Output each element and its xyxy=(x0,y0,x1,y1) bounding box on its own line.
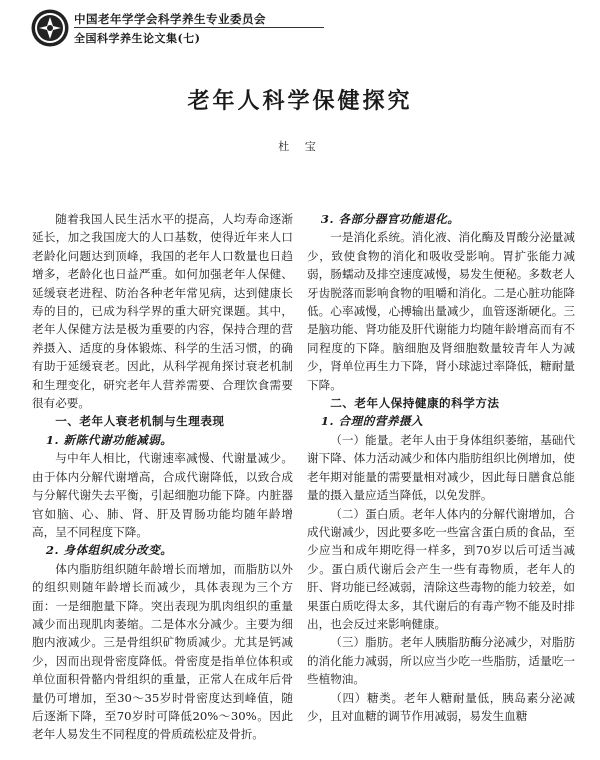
subsection-heading-3: 3. 各部分器官功能退化。 xyxy=(320,212,460,226)
section-heading-2: 二、老年人保持健康的科学方法 xyxy=(330,396,500,411)
article-title: 老年人科学保健探究 xyxy=(187,88,413,114)
subsection-paragraph-1: 与中年人相比，代谢速率减慢、代谢量减少。由于体内分解代谢增高，合成代谢降低，以致合成与分解代谢失去平衡，引起细胞功能下降。内脏器官如脑、心、肺、肾、肝及胃肠功能均随年龄增高，呈不同程度下降。 xyxy=(32,451,293,539)
subsection-paragraph-3: 一是消化系统。消化液、消化酶及胃酸分泌量减少，致使食物的消化和吸收受影响。胃扩张能力减弱，肠蠕动及排空速度减慢，易发生便秘。多数老人牙齿脱落而影响食物的咀嚼和消化。二是心脏功能降低。心率减慢，心搏输出量减少，血管逐渐硬化。三是脑功能、肾功能及肝代谢能力均随年龄增高而有不同程度的下降。脑细胞及肾细胞数量较青年人为减少，肾单位再生力下降，肾小球滤过率降低，糖耐量下降。 xyxy=(307,230,575,392)
protein-paragraph: （二）蛋白质。老年人体内的分解代谢增加，合成代谢减少，因此要多吃一些富含蛋白质的食品，至少应当和成年期吃得一样多，到70岁以后可适当减少。蛋白质代谢后会产生一些有毒物质，老年人的肝、肾功能已经减弱，清除这些毒物的能力较差，如果蛋白质吃得太多，其代谢后的有毒产物不能及时排出，也会反过来影响健康。 xyxy=(307,506,575,631)
right-column xyxy=(307,210,575,725)
running-header xyxy=(30,6,330,50)
nutrition-heading: 1. 合理的营养摄入 xyxy=(320,414,424,429)
society-emblem-icon xyxy=(30,8,70,48)
energy-paragraph: （一）能量。老年人由于身体组织萎缩，基础代谢下降、体力活动减少和体内脂肪组织比例增加，使老年期对能量的需要量相对减少，因此每日膳食总能量的摄入量应适当降低，以免发胖。 xyxy=(307,432,575,503)
intro-paragraph: 随着我国人民生活水平的提高，人均寿命逐渐延长，加之我国庞大的人口基数，使得近年来人口老龄化问题达到顶峰，我国的老年人口数量也日趋增多，老龄化也日益严重。如何加强老年人保健、延缓衰老进程、防治各种老年常见病，达到健康长寿的目的，已成为科学界的重大研究课题。其中，老年人保健方法是极为重要的内容，保持合理的营养摄入、适度的身体锻炼、科学的生活习惯，的确有助于延缓衰老。因此，从科学视角探讨衰老机制和生理变化，研究老年人营养需要、合理饮食需要很有必要。 xyxy=(32,212,293,411)
header-rule xyxy=(74,27,324,28)
subsection-paragraph-2: 体内脂肪组织随年龄增长而增加，而脂肪以外的组织则随年龄增长而减少，具体表现为三个方面：一是细胞量下降。突出表现为肌肉组织的重量减少而出现肌肉萎缩。二是体水分减少。主要为细胞内液减少。三是骨组织矿物质减少。尤其是钙减少，因而出现骨密度降低。骨密度是指单位体积或单位面积骨骼内骨组织的重量，正常人在成年后骨量仍可增加，至30～35岁时骨密度达到峰值，随后逐渐下降，至70岁时可降低20%～30%。因此老年人易发生不同程度的骨质疏松症及骨折。 xyxy=(32,561,293,742)
header-society-name: 中国老年学学会科学养生专业委员会 xyxy=(74,12,266,26)
left-column xyxy=(32,210,293,744)
fat-paragraph: （三）脂肪。老年人胰脂肪酶分泌减少，对脂肪的消化能力减弱，所以应当少吃一些脂肪，适量吃一些植物油。 xyxy=(307,635,575,687)
subsection-heading-1: 1. 新陈代谢功能减弱。 xyxy=(45,432,173,447)
header-collection-name: 全国科学养生论文集(七) xyxy=(74,32,201,45)
subsection-heading-2: 2. 身体组织成分改变。 xyxy=(45,543,173,558)
section-heading-1: 一、老年人衰老机制与生理表现 xyxy=(55,414,225,429)
article-author: 杜 宝 xyxy=(278,140,322,153)
carbohydrate-paragraph: （四）糖类。老年人糖耐量低，胰岛素分泌减少，且对血糖的调节作用减弱，易发生血糖 xyxy=(307,690,575,723)
